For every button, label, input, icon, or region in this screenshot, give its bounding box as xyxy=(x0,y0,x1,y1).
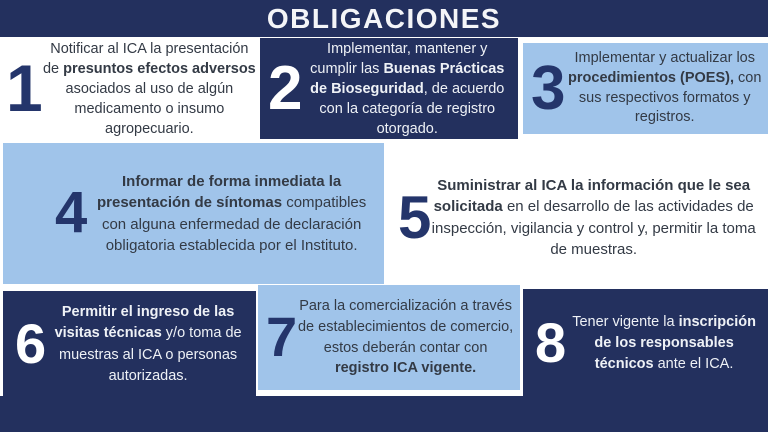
item-number: 4 xyxy=(55,180,88,246)
item-number: 8 xyxy=(535,311,567,375)
page-title: OBLIGACIONES xyxy=(266,2,502,34)
obligation-item-1 xyxy=(2,38,258,140)
item-text: Tener vigente la inscripción de los responsables técnicos ante el ICA. xyxy=(572,313,756,372)
item-number: 1 xyxy=(6,51,43,126)
footer-bar xyxy=(0,396,768,432)
item-text: Implementar, mantener y cumplir las Buenas Prácticas de Bioseguridad, de acuerdo con la categoría de registro otorgado. xyxy=(310,40,505,137)
item-number: 3 xyxy=(531,53,566,123)
obligation-item-3 xyxy=(523,43,768,134)
item-number: 7 xyxy=(266,305,298,369)
header-bar xyxy=(0,0,768,37)
item-text: Para la comercialización a través de establecimientos de comercio, estos deberán contar con registro ICA vigente. xyxy=(297,298,514,377)
item-text: Informar de forma inmediata la presentación de síntomas compatibles con alguna enfermedad de declaración obligatoria establecida por el Instituto. xyxy=(96,172,367,254)
obligation-item-7 xyxy=(258,285,520,390)
item-number: 2 xyxy=(268,53,303,123)
item-text: Implementar y actualizar los procedimientos (POES), con sus respectivos formatos y registros. xyxy=(568,50,762,126)
item-number: 6 xyxy=(15,312,47,376)
obligation-item-5 xyxy=(390,150,762,285)
obligation-item-4 xyxy=(3,143,384,284)
item-number: 5 xyxy=(398,183,432,251)
obligation-item-8 xyxy=(523,289,768,398)
obligation-item-2 xyxy=(260,38,518,139)
item-text: Suministrar al ICA la información que le sea solicitada en el desarrollo de las actividades de inspección, vigilancia y control y, permitir la toma de muestras. xyxy=(431,176,756,258)
item-text: Notificar al ICA la presentación de presuntos efectos adversos asociados al uso de algún medicamento o insumo agropecuario. xyxy=(42,41,256,137)
item-text: Permitir el ingreso de las visitas técnicas y/o toma de muestras al ICA o personas autorizadas. xyxy=(54,304,242,384)
obligation-item-6 xyxy=(3,291,256,398)
